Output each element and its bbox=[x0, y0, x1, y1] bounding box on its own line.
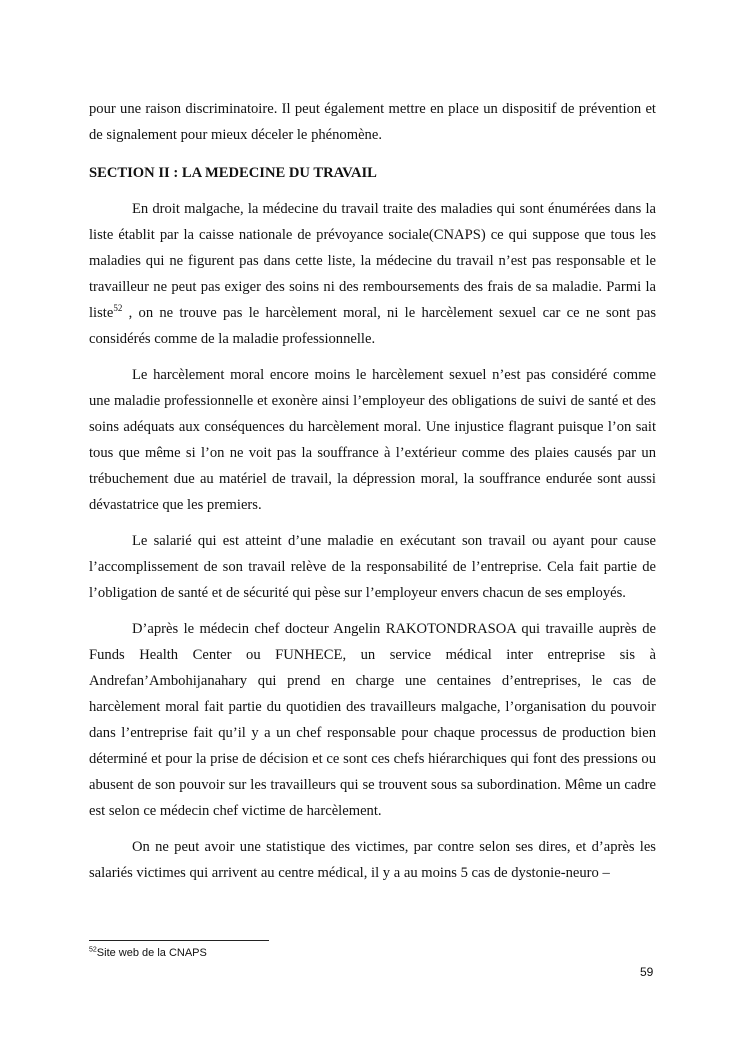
paragraph-4: D’après le médecin chef docteur Angelin RAKOTONDRASOA qui travaille auprès de Funds Health Center ou FUNHECE, un service médical inter entreprise sis à Andrefan’Ambohijanahary qui prend en charge une centaines d’entreprises, le cas de harcèlement moral fait partie du quotidien des travailleurs malgache, l’organisation du pouvoir dans l’entreprise fait qu’il y a un chef responsable pour chaque processus de production bien déterminé et pour la prise de décision et ce sont ces chefs hiérarchiques qui font des pressions ou abusent de son pouvoir sur les travailleurs qui se trouvent sous sa subordination. Même un cadre est selon ce médecin chef victime de harcèlement. bbox=[89, 621, 656, 819]
paragraph-1 bbox=[89, 196, 656, 352]
footnote-text: Site web de la CNAPS bbox=[96, 947, 207, 959]
paragraph-3: Le salarié qui est atteint d’une maladie en exécutant son travail ou ayant pour cause l’accomplissement de son travail relève de la responsabilité de l’entreprise. Cela fait partie de l’obligation de santé et de sécurité qui pèse sur l’employeur envers chacun de ses employés. bbox=[89, 533, 656, 601]
paragraph-1-text: En droit malgache, la médecine du travail traite des maladies qui sont énumérées dans la liste établit par la caisse nationale de prévoyance sociale(CNAPS) ce qui suppose que tous les maladies qui ne figurent pas dans cette liste, la médecine du travail n’est pas responsable et le travailleur ne peut pas exiger des soins ni des remboursements des frais de sa maladie. Parmi la liste bbox=[89, 201, 656, 321]
footnote-number: 52 bbox=[89, 946, 97, 954]
section-heading: SECTION II : LA MEDECINE DU TRAVAIL bbox=[89, 165, 377, 181]
intro-paragraph: pour une raison discriminatoire. Il peut également mettre en place un dispositif de prévention et de signalement pour mieux déceler le phénomène. bbox=[89, 101, 656, 143]
paragraph-2: Le harcèlement moral encore moins le harcèlement sexuel n’est pas considéré comme une maladie professionnelle et exonère ainsi l’employeur des obligations de suivi de santé et des soins adéquats aux conséquences du harcèlement moral. Une injustice flagrant puisque l’on sait tous que même si l’on ne voit pas la souffrance à l’extérieur comme des plaies causés par un trébuchement due au matériel de travail, la dépression moral, la souffrance endurée sont aussi dévastatrice que les premiers. bbox=[89, 367, 656, 513]
paragraph-5: On ne peut avoir une statistique des victimes, par contre selon ses dires, et d’après les salariés victimes qui arrivent au centre médical, il y a au moins 5 cas de dystonie-neuro – bbox=[89, 839, 656, 881]
footnote-reference[interactable]: 52 bbox=[113, 303, 123, 314]
paragraph-1-continuation: , on ne trouve pas le harcèlement moral, ni le harcèlement sexuel car ce ne sont pas considérés comme de la maladie professionnelle. bbox=[89, 305, 656, 347]
footnote-separator bbox=[89, 940, 269, 941]
body-text bbox=[89, 96, 656, 896]
page-number: 59 bbox=[640, 965, 654, 979]
footnote bbox=[89, 947, 207, 959]
